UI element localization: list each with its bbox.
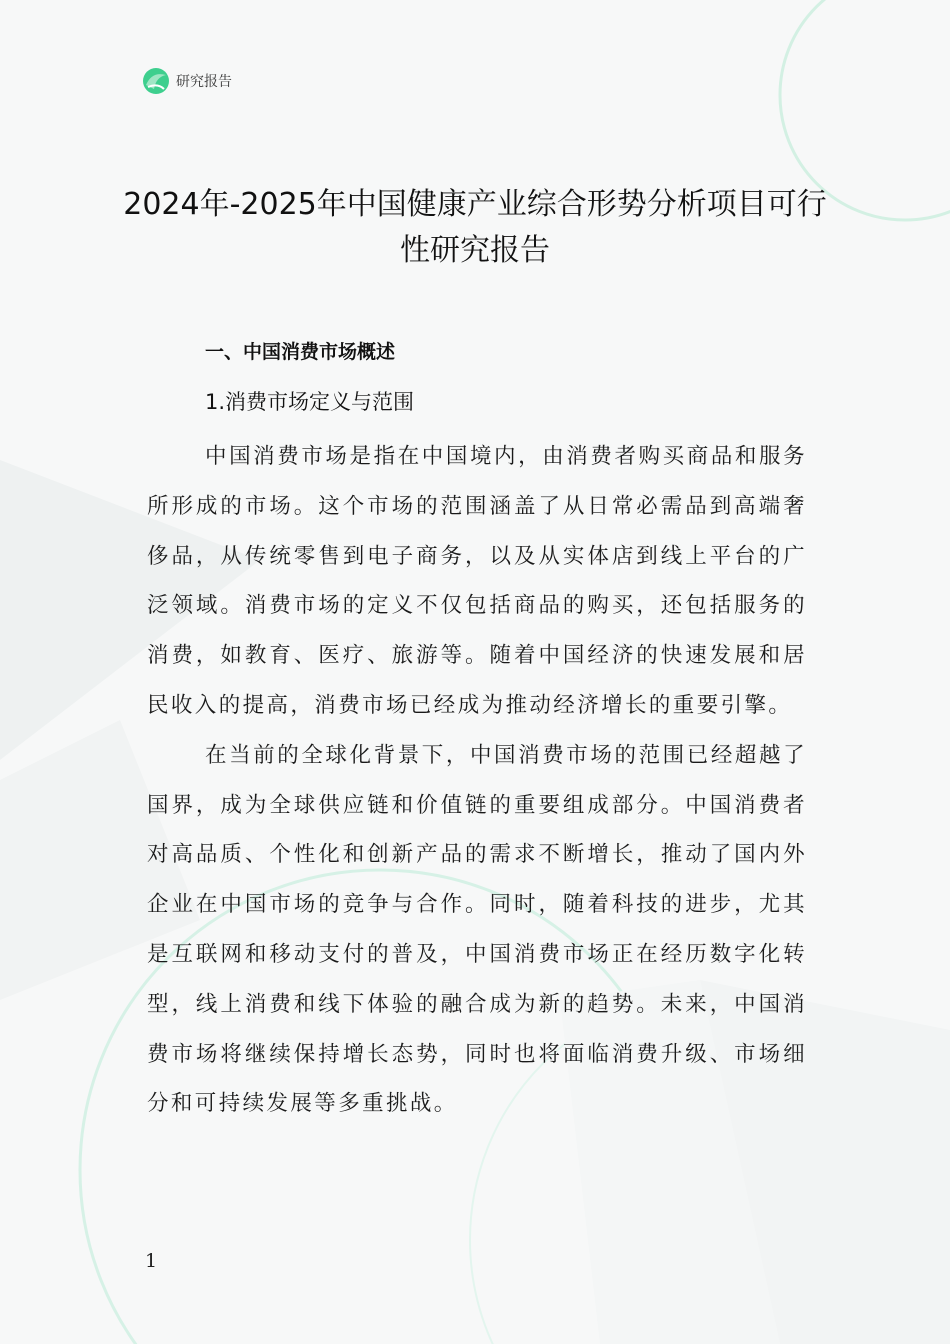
header-logo: [142, 66, 232, 96]
subsection-heading: 1.消费市场定义与范围: [205, 390, 415, 414]
paragraph: 在当前的全球化背景下，中国消费市场的范围已经超越了国界，成为全球供应链和价值链的重要组成部分。中国消费者对高品质、个性化和创新产品的需求不断增长，推动了国内外企业在中国市场的竞争与合作。同时，随着科技的进步，尤其是互联网和移动支付的普及，中国消费市场正在经历数字化转型，线上消费和线下体验的融合成为新的趋势。未来，中国消费市场将继续保持增长态势，同时也将面临消费升级、市场细分和可持续发展等多重挑战。: [147, 742, 807, 1117]
logo-text: 研究报告: [176, 74, 232, 90]
document-body: [147, 334, 807, 1129]
green-swirl-logo-icon: [142, 67, 170, 95]
page-number: 1: [145, 1250, 158, 1272]
section-heading: 一、中国消费市场概述: [205, 341, 396, 363]
paragraph: 中国消费市场是指在中国境内，由消费者购买商品和服务所形成的市场。这个市场的范围涵盖了从日常必需品到高端奢侈品，从传统零售到电子商务，以及从实体店到线上平台的广泛领域。消费市场的定义不仅包括商品的购买，还包括服务的消费，如教育、医疗、旅游等。随着中国经济的快速发展和居民收入的提高，消费市场已经成为推动经济增长的重要引擎。: [147, 444, 807, 718]
document-title: 2024年-2025年中国健康产业综合形势分析项目可行性研究报告: [123, 187, 827, 268]
